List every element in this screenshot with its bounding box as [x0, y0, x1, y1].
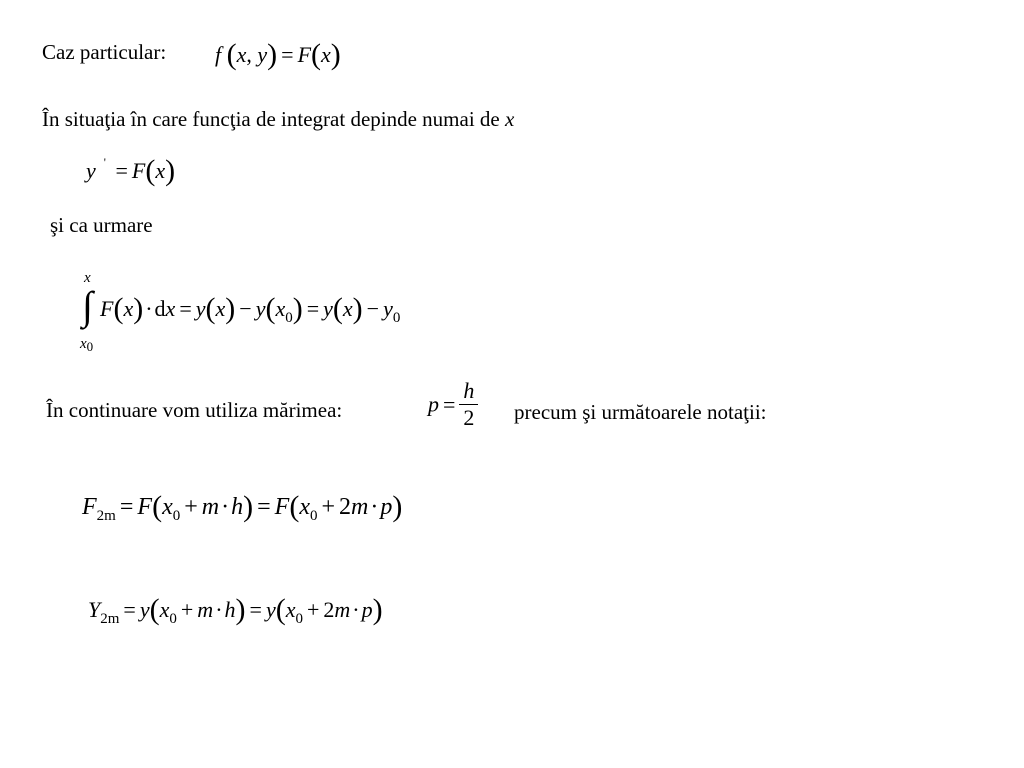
- continuation-text: În continuare vom utiliza mărimea:: [46, 398, 343, 422]
- formula-derivative: y ' = F(x): [86, 154, 176, 187]
- formula-integral: [80, 270, 480, 360]
- formula-p-definition: p = $\frac{h}{2}$: [428, 380, 478, 429]
- integral-lower-limit: x0: [80, 336, 94, 354]
- notations-text: precum şi următoarele notaţii:: [514, 400, 767, 424]
- situation-paragraph: În situaţia în care funcţia de integrat depinde numai de x: [42, 107, 515, 131]
- integral-upper-limit: x: [84, 270, 91, 286]
- fraction-h-over-2: $\frac{h}{2}$: [459, 380, 478, 429]
- formula-Y2m: $Y_{2m} = y(x_0 + m\cdot h) = y(x_0 + 2m\cdot p)$: [88, 593, 383, 627]
- formula-F2m: $F_{2m} = F(x_0 + m\cdot h) = F(x_0 + 2m\cdot p)$: [82, 490, 403, 524]
- formula-special-case: f (x, y) = F(x): [215, 38, 341, 71]
- consequently-text: şi ca urmare: [50, 213, 153, 237]
- integral-sign: ∫: [82, 283, 93, 328]
- special-case-label: Caz particular:: [42, 40, 167, 64]
- integral-body: $F(x)\cdot dx = y(x) - y(x_0) = y(x) - y_0$: [100, 292, 401, 326]
